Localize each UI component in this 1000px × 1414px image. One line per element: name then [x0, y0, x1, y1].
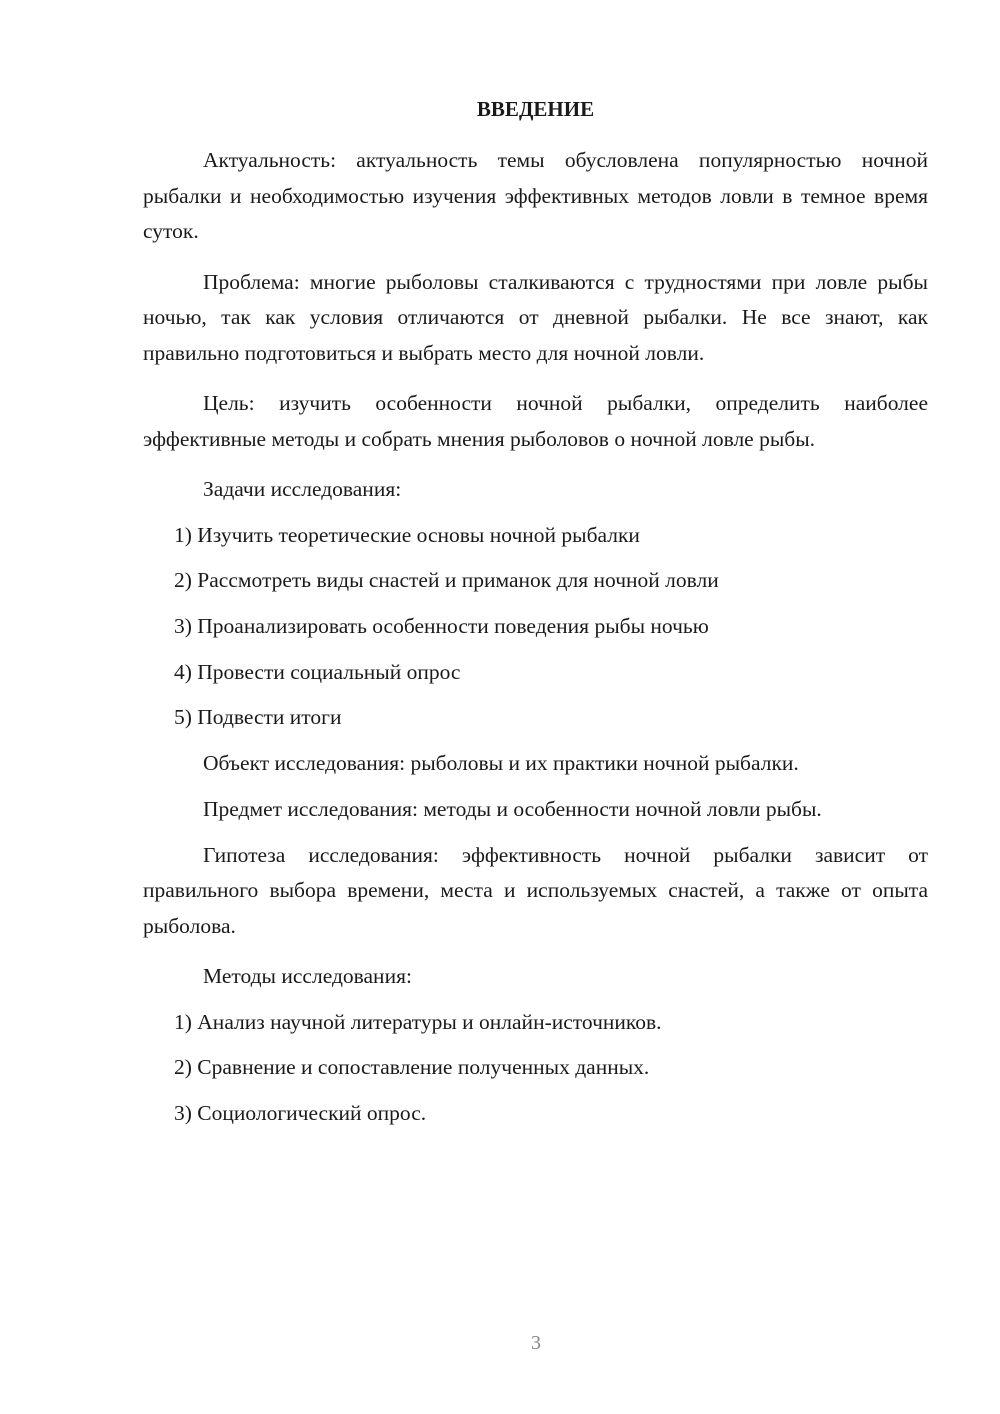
hypothesis-paragraph: Гипотеза исследования: эффективность ночной рыбалки зависит от правильного выбора времени, места и используемых снастей, а также от опыта рыболова. — [143, 842, 928, 938]
goal-paragraph: Цель: изучить особенности ночной рыбалки, определить наиболее эффективные методы и собрать мнения рыболовов о ночной ловле рыбы. — [143, 391, 928, 451]
tasks-heading: Задачи исследования: — [203, 477, 402, 501]
task-item: 5) Подвести итоги — [174, 705, 342, 730]
relevance-paragraph: Актуальность: актуальность темы обусловлена популярностью ночной рыбалки и необходимостью изучения эффективных методов ловли в темное время суток. — [143, 148, 928, 243]
task-item: 1) Изучить теоретические основы ночной рыбалки — [174, 522, 640, 547]
methods-heading: Методы исследования: — [203, 964, 412, 988]
document-body — [143, 94, 928, 1142]
method-item: 3) Социологический опрос. — [174, 1101, 427, 1126]
method-item: 1) Анализ научной литературы и онлайн-источников. — [174, 1009, 662, 1034]
object-line: Объект исследования: рыболовы и их практики ночной рыбалки. — [203, 751, 799, 776]
task-item: 2) Рассмотреть виды снастей и приманок для ночной ловли — [174, 568, 719, 593]
subject-line: Предмет исследования: методы и особенности ночной ловли рыбы. — [203, 796, 822, 821]
task-item: 3) Проанализировать особенности поведения рыбы ночью — [174, 614, 709, 639]
problem-paragraph: Проблема: многие рыболовы сталкиваются с трудностями при ловле рыбы ночью, так как условия отличаются от дневной рыбалки. Не все знают, как правильно подготовиться и выбрать место для ночной ловли. — [143, 269, 928, 365]
page-number: 3 — [531, 1332, 541, 1354]
task-item: 4) Провести социальный опрос — [174, 659, 461, 684]
method-item: 2) Сравнение и сопоставление полученных данных. — [174, 1055, 650, 1080]
section-title: ВВЕДЕНИЕ — [476, 97, 595, 121]
